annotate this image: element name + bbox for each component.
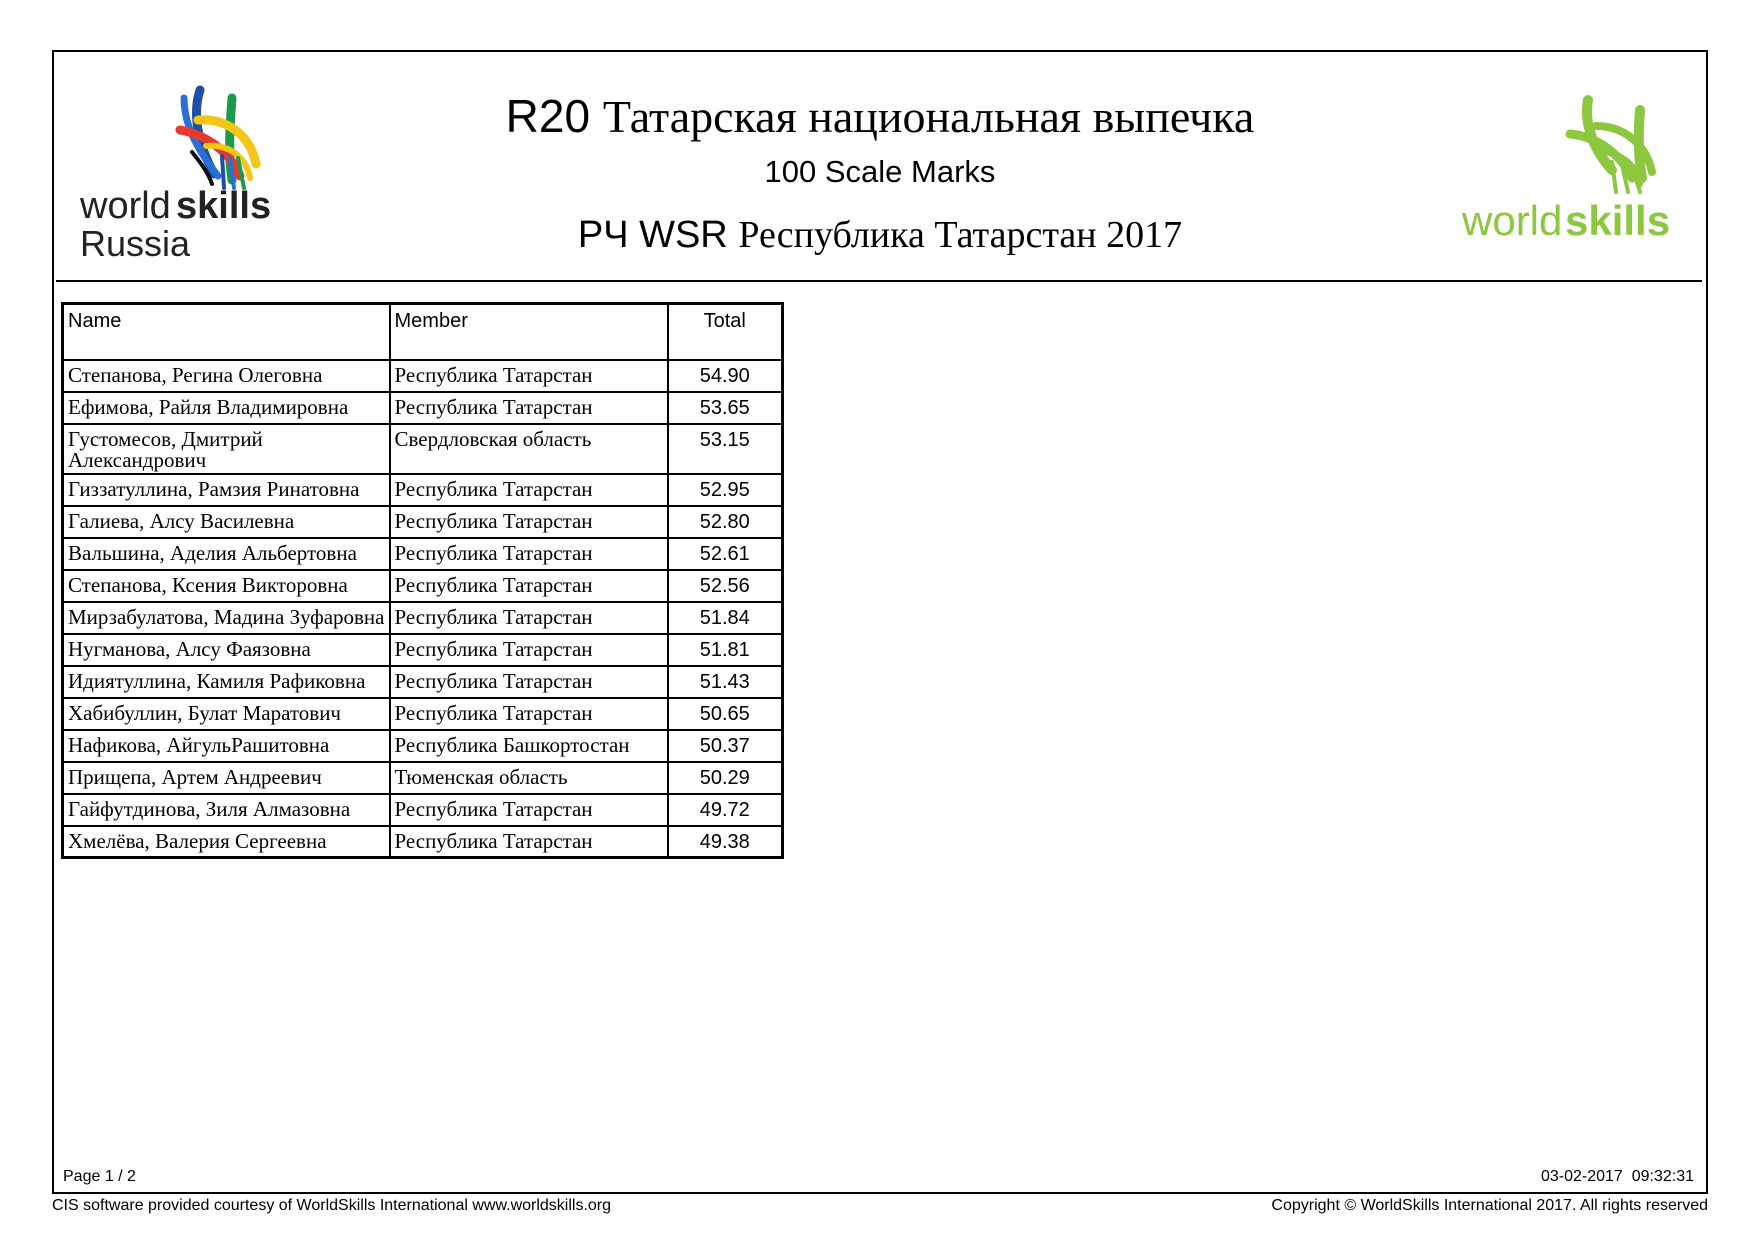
cell-member: Республика Татарстан [390, 360, 668, 392]
page-number: Page 1 / 2 [63, 1168, 136, 1185]
cell-member: Республика Татарстан [390, 474, 668, 506]
cell-total: 50.65 [668, 698, 783, 730]
column-header-member: Member [390, 304, 668, 360]
table-row [63, 570, 783, 602]
logo-left-word3: Russia [80, 223, 191, 264]
table-row [63, 762, 783, 794]
cell-member: Республика Татарстан [390, 826, 668, 858]
worldskills-logo-graphic [1462, 92, 1680, 248]
event-text: Республика Татарстан 2017 [738, 214, 1183, 256]
cell-name: Гайфутдинова, Зиля Алмазовна [63, 794, 390, 826]
table-header-row [63, 304, 783, 360]
cell-member: Республика Татарстан [390, 794, 668, 826]
cell-member: Республика Татарстан [390, 392, 668, 424]
column-header-total: Total [668, 304, 783, 360]
cell-name: Мирзабулатова, Мадина Зуфаровна [63, 602, 390, 634]
cell-member: Республика Татарстан [390, 602, 668, 634]
header-divider [56, 280, 1702, 282]
logo-left-word2: skills [176, 185, 272, 227]
cell-name: Хабибуллин, Булат Маратович [63, 698, 390, 730]
logo-right-word2: skills [1565, 197, 1671, 244]
cell-total: 52.80 [668, 506, 783, 538]
cell-total: 52.56 [668, 570, 783, 602]
worldskills-logo [1462, 92, 1680, 248]
software-credit: CIS software provided courtesy of WorldSkills International www.worldskills.org [52, 1197, 612, 1214]
table-row [63, 474, 783, 506]
cell-total: 54.90 [668, 360, 783, 392]
page-title [380, 90, 1380, 143]
cell-total: 50.37 [668, 730, 783, 762]
cell-total: 53.65 [668, 392, 783, 424]
cell-name: Ефимова, Райля Владимировна [63, 392, 390, 424]
cell-member: Республика Татарстан [390, 570, 668, 602]
cell-member: Республика Татарстан [390, 538, 668, 570]
cell-member: Республика Башкортостан [390, 730, 668, 762]
table-row [63, 666, 783, 698]
cell-name: Гиззатуллина, Рамзия Ринатовна [63, 474, 390, 506]
copyright-notice: Copyright © WorldSkills International 2017. All rights reserved [1271, 1197, 1708, 1214]
cell-total: 52.61 [668, 538, 783, 570]
page-subtitle: 100 Scale Marks [764, 154, 996, 189]
table-row [63, 602, 783, 634]
cell-member: Республика Татарстан [390, 634, 668, 666]
cell-total: 51.81 [668, 634, 783, 666]
cell-total: 53.15 [668, 424, 783, 474]
table-row [63, 634, 783, 666]
cell-name: Прищепа, Артем Андреевич [63, 762, 390, 794]
logo-left-word1: world [80, 185, 171, 227]
cell-member: Республика Татарстан [390, 506, 668, 538]
table-row [63, 794, 783, 826]
title-text: Татарская национальная выпечка [602, 91, 1255, 142]
table-row [63, 698, 783, 730]
table-row [63, 506, 783, 538]
table-row [63, 424, 783, 474]
title-code: R20 [505, 90, 591, 142]
worldskills-russia-logo [80, 84, 290, 264]
cell-name: Нафикова, АйгульРашитовна [63, 730, 390, 762]
report-datetime: 03-02-2017 09:32:31 [1540, 1168, 1694, 1185]
table-row [63, 360, 783, 392]
cell-name: Хмелёва, Валерия Сергеевна [63, 826, 390, 858]
cell-name: Вальшина, Аделия Альбертовна [63, 538, 390, 570]
logo-right-word1: world [1462, 197, 1563, 244]
cell-total: 51.43 [668, 666, 783, 698]
column-header-name: Name [63, 304, 390, 360]
table-row [63, 538, 783, 570]
cell-total: 50.29 [668, 762, 783, 794]
cell-name: Идиятуллина, Камиля Рафиковна [63, 666, 390, 698]
table-row [63, 392, 783, 424]
cell-member: Свердловская область [390, 424, 668, 474]
cell-name: Нугманова, Алсу Фаязовна [63, 634, 390, 666]
cell-total: 51.84 [668, 602, 783, 634]
cell-member: Тюменская область [390, 762, 668, 794]
event-title [380, 213, 1380, 257]
cell-total: 49.38 [668, 826, 783, 858]
cell-total: 52.95 [668, 474, 783, 506]
table-row [63, 730, 783, 762]
event-code: РЧ WSR [577, 214, 728, 256]
table-row [63, 826, 783, 858]
worldskills-russia-logo-graphic [80, 84, 290, 264]
table-body [63, 360, 783, 858]
cell-name: Густомесов, Дмитрий Александрович [63, 424, 390, 474]
cell-name: Степанова, Ксения Викторовна [63, 570, 390, 602]
cell-name: Галиева, Алсу Василевна [63, 506, 390, 538]
cell-name: Степанова, Регина Олеговна [63, 360, 390, 392]
cell-member: Республика Татарстан [390, 666, 668, 698]
results-table [61, 302, 784, 859]
cell-total: 49.72 [668, 794, 783, 826]
cell-member: Республика Татарстан [390, 698, 668, 730]
